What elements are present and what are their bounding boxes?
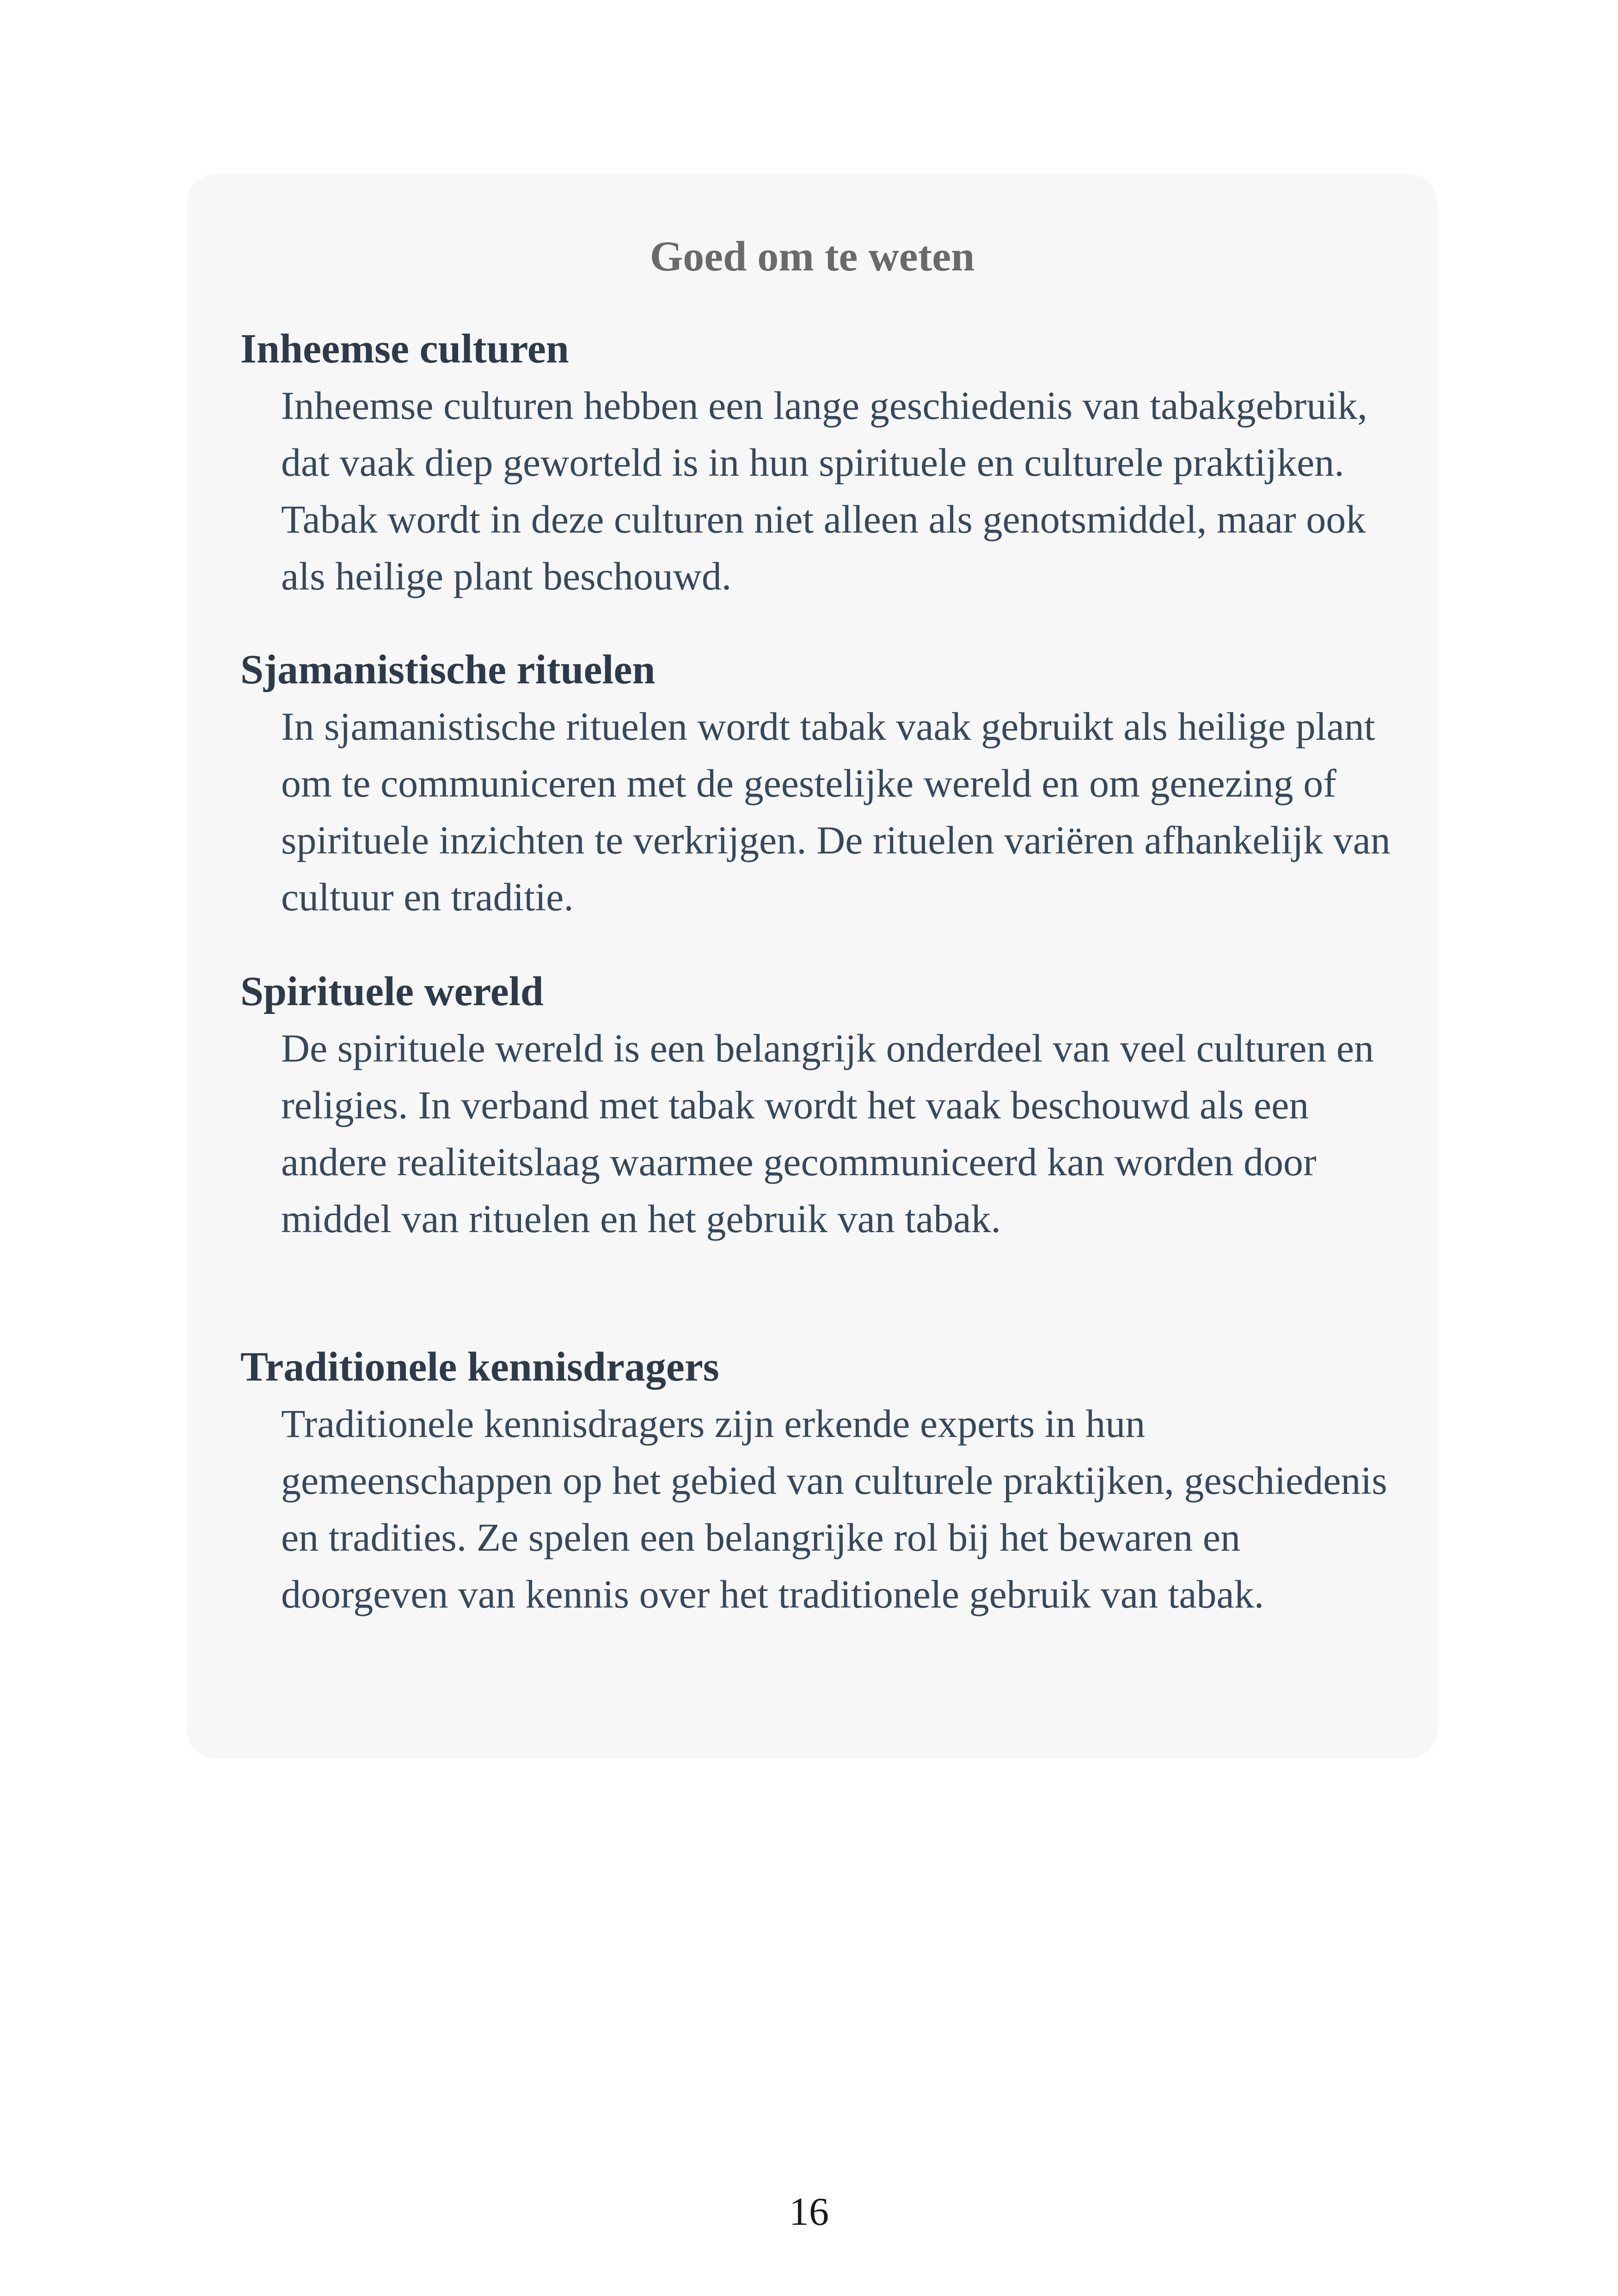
- glossary-term: Sjamanistische rituelen: [240, 647, 656, 693]
- glossary-definition: Traditionele kennisdragers zijn erkende experts in hun gemeenschappen op het gebied van culturele praktijken, geschiedenis en tradities. Ze spelen een belangrijke rol bij het bewaren en doorgeven van kennis over het traditionele gebruik van tabak.: [281, 1401, 1387, 1616]
- glossary-entry: [240, 642, 1405, 926]
- glossary-definition: Inheemse culturen hebben een lange geschiedenis van tabakgebruik, dat vaak diep geworteld is in hun spirituele en culturele praktijken. Tabak wordt in deze culturen niet alleen als genotsmiddel, maar ook als heilige plant beschouwd.: [281, 383, 1367, 598]
- glossary-term: Traditionele kennisdragers: [240, 1344, 719, 1390]
- info-box-title: Goed om te weten: [650, 233, 975, 280]
- info-box: [187, 174, 1438, 1759]
- glossary-term: Inheemse culturen: [240, 326, 569, 372]
- glossary-definition: De spirituele wereld is een belangrijk onderdeel van veel culturen en religies. In verband met tabak wordt het vaak beschouwd als een andere realiteitslaag waarmee gecommuniceerd kan worden door middel van rituelen en het gebruik van tabak.: [281, 1026, 1374, 1241]
- glossary-entry: [240, 964, 1405, 1247]
- page-number: 16: [789, 2189, 829, 2234]
- glossary-entry: [240, 1339, 1405, 1623]
- glossary-entry: [240, 321, 1405, 605]
- glossary-term: Spirituele wereld: [240, 969, 544, 1014]
- glossary-definition: In sjamanistische rituelen wordt tabak vaak gebruikt als heilige plant om te communiceren met de geestelijke wereld en om genezing of spirituele inzichten te verkrijgen. De rituelen variëren afhankelijk van cultuur en traditie.: [281, 704, 1391, 919]
